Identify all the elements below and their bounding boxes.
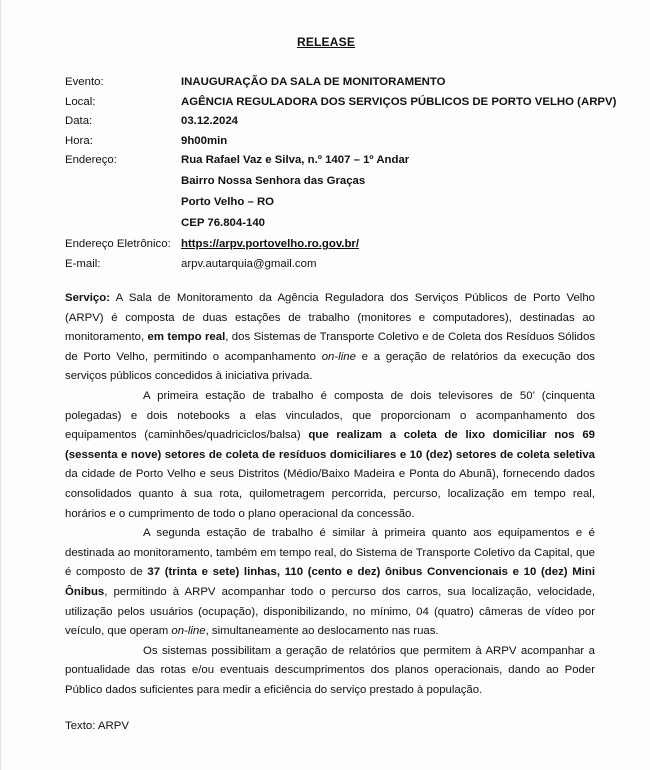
p3-italic-1: on-line xyxy=(171,625,206,638)
endereco-line3: Porto Velho – RO xyxy=(181,196,275,208)
site-label: Endereço Eletrônico: xyxy=(65,238,171,250)
p1-text-1: A Sala de Monitoramento da Agência Reguladora dos Serviços Públicos de Porto Velho (ARPV) é composta de duas estações de trabalho (monitores e computadores), destinadas ao monitoramento, xyxy=(65,292,595,344)
p1-text-3: e a geração de relatórios da execução dos serviços públicos concedidos à iniciativa privada. xyxy=(65,350,595,383)
email-value: arpv.autarquia@gmail.com xyxy=(181,257,317,270)
p1-italic-1: on-line xyxy=(321,350,356,363)
endereco-line2: Bairro Nossa Senhora das Graças xyxy=(181,175,366,187)
servico-lead: Serviço: xyxy=(65,292,110,304)
text-credit: Texto: ARPV xyxy=(65,720,129,732)
local-label: Local: xyxy=(65,95,96,108)
email-label: E-mail: xyxy=(65,257,101,270)
p2-text-1: A primeira estação de trabalho é composta de dois televisores de 50’ (cinquenta polegadas) e dois notebooks a elas vinculados, que proporcionam o acompanhamento dos equipamentos (caminhões/quadriciclos/balsa) xyxy=(65,389,595,442)
release-body xyxy=(65,289,595,700)
endereco-label: Endereço: xyxy=(65,154,117,166)
site-link[interactable]: https://arpv.portovelho.ro.gov.br/ xyxy=(181,238,360,250)
p3-text-3: , simultaneamente ao deslocamento nas ruas. xyxy=(205,625,439,638)
p4-text-1: Os sistemas possibilitam a geração de relatórios que permitem à ARPV acompanhar a pontualidade das rotas e/ou eventuais descumprimentos dos planos operacionais, dando ao Poder Público dados suficientes para medir a eficiência do serviço prestado à população. xyxy=(65,644,595,696)
local-value: AGÊNCIA REGULADORA DOS SERVIÇOS PÚBLICOS DE PORTO VELHO (ARPV) xyxy=(181,95,617,108)
paragraph-segunda-estacao xyxy=(65,524,595,642)
paragraph-primeira-estacao xyxy=(65,387,595,524)
hora-value: 9h00min xyxy=(181,134,228,147)
p2-bold-1: que realizam a coleta de lixo domiciliar nos 69 (sessenta e nove) setores de coleta de resíduos domiciliares e 10 (dez) setores de coleta seletiva xyxy=(65,429,595,461)
p3-text-2: , permitindo à ARPV acompanhar todo o percurso dos carros, sua localização, velocidade, utilização pelos usuários (ocupação), disponibilizando, no mínimo, 04 (quatro) câmeras de vídeo por veículo, que operam xyxy=(65,585,595,638)
p3-text-1: A segunda estação de trabalho é similar à primeira quanto aos equipamentos e é destinada ao monitoramento, também em tempo real, do Sistema de Transporte Coletivo da Capital, que é composto de xyxy=(65,527,595,579)
paragraph-servico xyxy=(65,289,595,387)
hora-label: Hora: xyxy=(65,134,93,147)
p2-text-2: da cidade de Porto Velho e seus Distritos (Médio/Baixo Madeira e Ponta do Abunã), fornecendo dados consolidados quanto à sua rota, quilometragem percorrida, percurso, localização em tempo real, horários e o cumprimento de todo o plano operacional da concessão. xyxy=(65,468,595,520)
endereco-line1: Rua Rafael Vaz e Silva, n.º 1407 – 1º Andar xyxy=(181,154,410,166)
release-title: RELEASE xyxy=(296,35,356,49)
data-value: 03.12.2024 xyxy=(181,115,239,127)
p1-text-2: , dos Sistemas de Transporte Coletivo e de Coleta dos Resíduos Sólidos de Porto Velho, permitindo o acompanhamento xyxy=(65,331,596,363)
p1-bold-1: em tempo real xyxy=(147,331,226,344)
data-label: Data: xyxy=(65,115,93,127)
paragraph-sistemas xyxy=(65,642,595,701)
evento-value: INAUGURAÇÃO DA SALA DE MONITORAMENTO xyxy=(181,76,446,88)
p3-bold-1: 37 (trinta e sete) linhas, 110 (cento e dez) ônibus Convencionais e 10 (dez) Mini Ônibus xyxy=(65,566,595,598)
endereco-line4: CEP 76.804-140 xyxy=(181,217,266,229)
evento-label: Evento: xyxy=(65,76,104,88)
